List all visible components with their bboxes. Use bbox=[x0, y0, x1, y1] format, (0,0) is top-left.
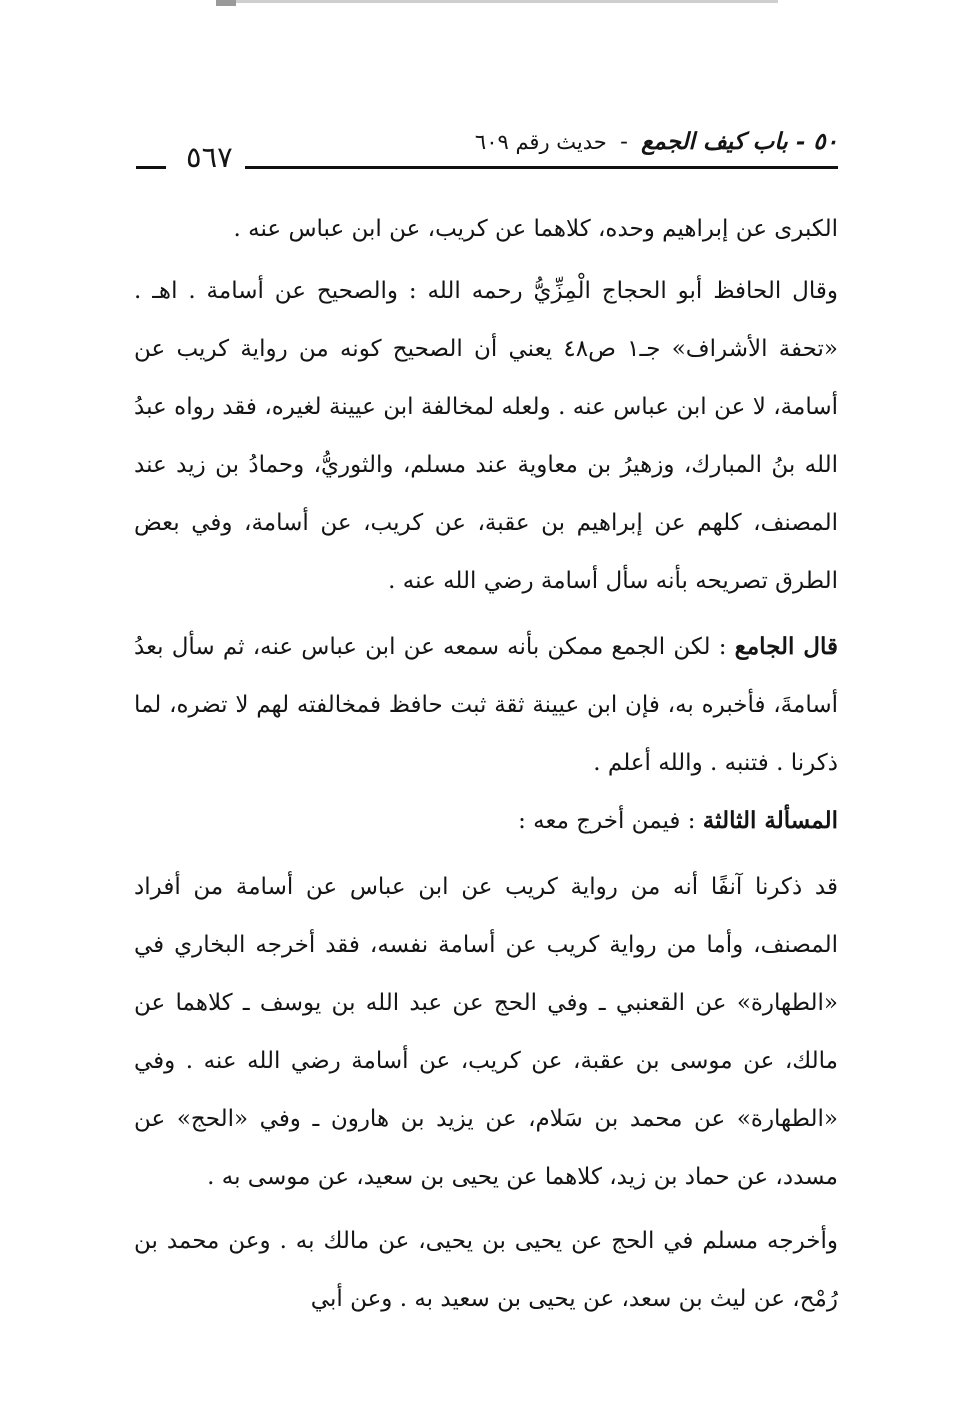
paragraph-text: وقال الحافظ أبو الحجاج الْمِزِّيُّ رحمه الله : والصحيح عن أسامة . اهـ . «تحفة الأشراف» جـ١ ص٤٨ يعني أن الصحيح كونه من رواية كريب عن أسامة، لا عن ابن عباس عنه . ولعله لمخالفة ابن عيينة لغيره، فقد رواه عبدُ الله بنُ المبارك، وزهيرُ بن معاوية عند مسلم، والثوريُّ، وحمادُ بن زيد عند المصنف، كلهم عن إبراهيم بن عقبة، عن كريب، عن أسامة، وفي بعض الطرق تصريحه بأنه سأل أسامة رضي الله عنه . bbox=[134, 278, 838, 594]
top-scan-tick bbox=[216, 0, 236, 6]
page-body bbox=[134, 200, 838, 1328]
chapter-title: ٥٠ - باب كيف الجمع bbox=[641, 128, 838, 155]
paragraph-3 bbox=[134, 618, 838, 792]
header-separator: - bbox=[620, 129, 628, 155]
paragraph-text: وأخرجه مسلم في الحج عن يحيى بن يحيى، عن مالك به . وعن محمد بن رُمْح، عن ليث بن سعد، عن يحيى بن سعيد به . وعن أبي bbox=[134, 1228, 838, 1312]
running-header bbox=[134, 126, 838, 186]
header-left-dash bbox=[134, 162, 176, 172]
paragraph-text: : فيمن أخرج معه : bbox=[518, 808, 696, 834]
paragraph-text: : لكن الجمع ممكن بأنه سمعه عن ابن عباس عنه، ثم سأل بعدُ أسامةَ، فأخبره به، فإن ابن عيينة ثقة ثبت حافظ فمخالفته لهم لا تضره، لما ذكرنا . فتنبه . والله أعلم . bbox=[134, 634, 838, 776]
section-heading: المسألة الثالثة bbox=[702, 807, 838, 834]
page-number: ٥٦٧ bbox=[174, 140, 245, 174]
paragraph-2 bbox=[134, 262, 838, 610]
paragraph-6 bbox=[134, 1212, 838, 1328]
top-scan-rule bbox=[218, 0, 778, 3]
paragraph-1 bbox=[134, 200, 838, 258]
hadith-number: حديث رقم ٦٠٩ bbox=[474, 130, 607, 154]
paragraph-text: الكبرى عن إبراهيم وحده، كلاهما عن كريب، عن ابن عباس عنه . bbox=[233, 216, 838, 242]
paragraph-4 bbox=[134, 792, 838, 850]
paragraph-lead: قال الجامع bbox=[734, 633, 838, 660]
header-title bbox=[475, 128, 838, 155]
paragraph-text: قد ذكرنا آنفًا أنه من رواية كريب عن ابن عباس عن أسامة من أفراد المصنف، وأما من رواية كريب عن أسامة نفسه، فقد أخرجه البخاري في «الطهارة» عن القعنبي ـ وفي الحج عن عبد الله بن يوسف ـ كلاهما عن مالك، عن موسى بن عقبة، عن كريب، عن أسامة رضي الله عنه . وفي «الطهارة» عن محمد بن سَلام، عن يزيد بن هارون ـ وفي «الحج» عن مسدد، عن حماد بن زيد، كلاهما عن يحيى بن سعيد، عن موسى به . bbox=[134, 874, 838, 1190]
paragraph-5 bbox=[134, 858, 838, 1206]
